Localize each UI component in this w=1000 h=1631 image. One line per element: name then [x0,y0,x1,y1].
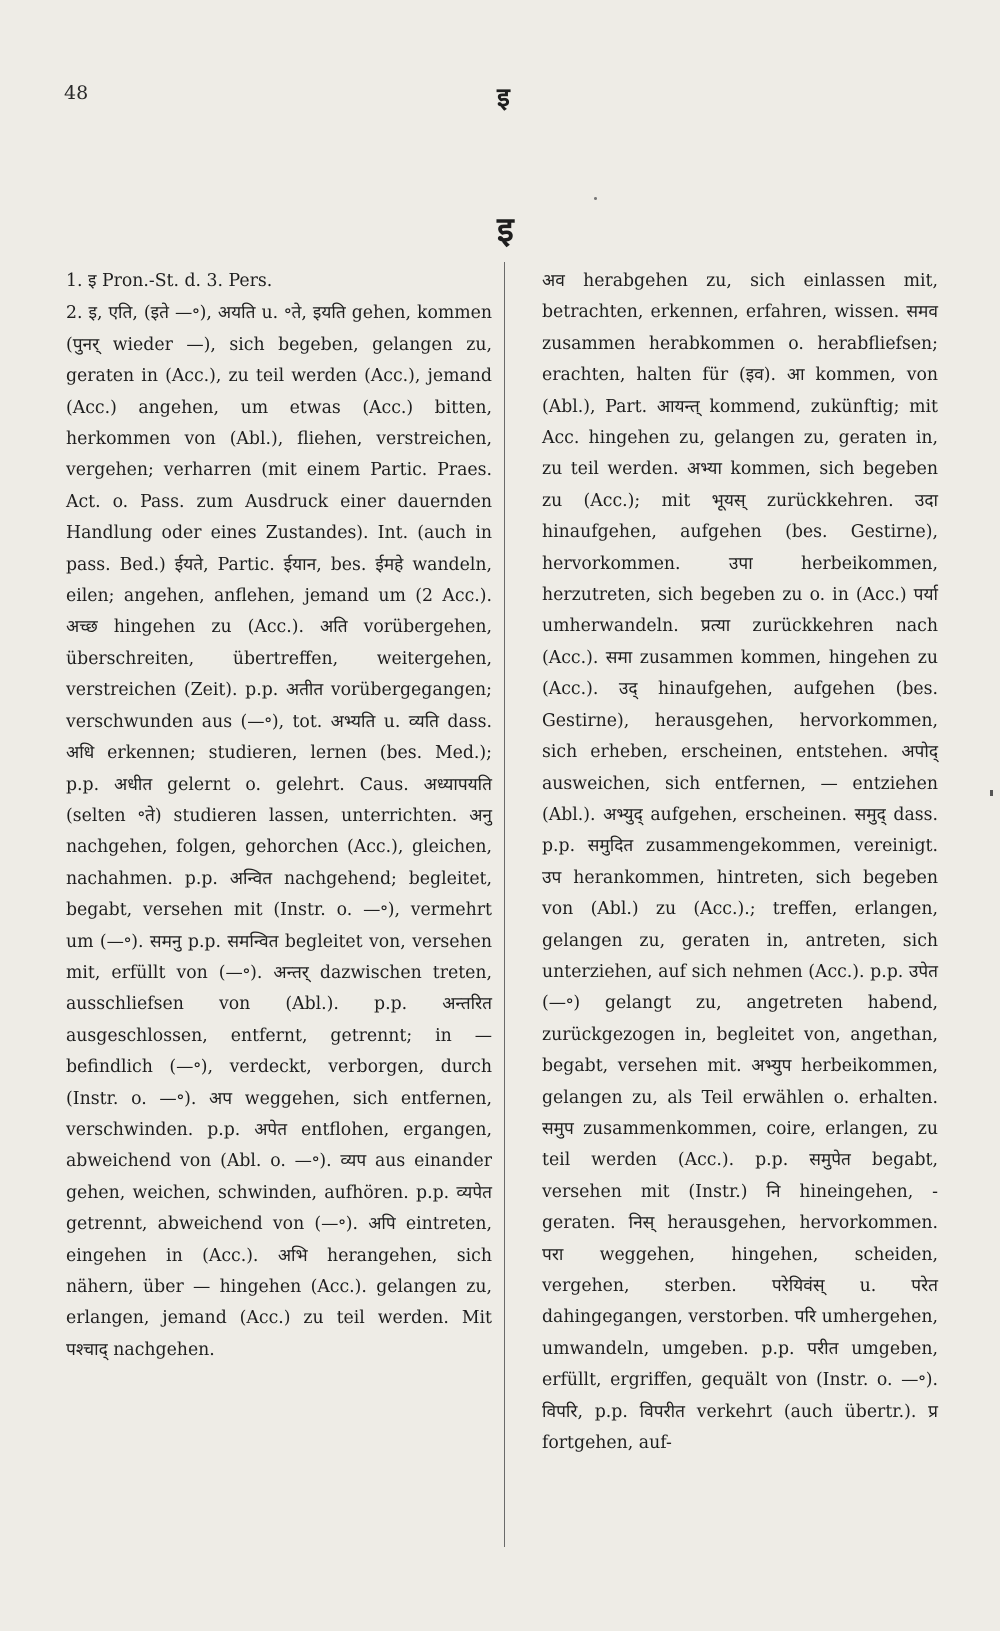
right-column [542,266,938,1459]
section-letter: इ [497,210,514,250]
left-column [66,266,492,1366]
running-head: इ [497,83,510,113]
column-divider [504,262,505,1547]
entry-2: 2. इ, एति, (इते —॰), अयति u. ॰ते, इयति gehen, kommen (पुनर् wieder —), sich begeben, gelangen zu, geraten in (Acc.), zu teil werden (Acc.), jemand (Acc.) angehen, um etwas (Acc.) bitten, herkommen von (Abl.), fliehen, verstreichen, vergehen; verharren (mit einem Partic. Praes. Act. o. Pass. zum Ausdruck einer dauernden Handlung oder eines Zustandes). Int. (auch in pass. Bed.) ईयते, Partic. ईयान, bes. ईमहे wandeln, eilen; angehen, anflehen, jemand um (2 Acc.). अच्छ hingehen zu (Acc.). अति vorübergehen, überschreiten, übertreffen, weitergehen, verstreichen (Zeit). p.p. अतीत vorübergegangen; verschwunden aus (—॰), tot. अभ्यति u. व्यति dass. अधि erkennen; studieren, lernen (bes. Med.); p.p. अधीत gelernt o. gelehrt. Caus. अध्यापयति (selten ॰ते) studieren lassen, unterrichten. अनु nachgehen, folgen, gehorchen (Acc.), gleichen, nachahmen. p.p. अन्वित nachgehend; begleitet, begabt, versehen mit (Instr. o. —॰), vermehrt um (—॰). समनु p.p. समन्वित begleitet von, versehen mit, erfüllt von (—॰). अन्तर् dazwischen treten, ausschliefsen von (Abl.). p.p. अन्तरित ausgeschlossen, entfernt, getrennt; in — befindlich (—॰), verdeckt, verborgen, durch (Instr. o. —॰). अप weggehen, sich entfernen, verschwinden. p.p. अपेत entflohen, ergangen, abweichend von (Abl. o. —॰). व्यप aus einander gehen, weichen, schwinden, aufhören. p.p. व्यपेत getrennt, abweichend von (—॰). अपि eintreten, eingehen in (Acc.). अभि herangehen, sich nähern, über — hingehen (Acc.). gelangen zu, erlangen, jemand (Acc.) zu teil werden. Mit पश्चाद् nachgehen. [66,303,492,1360]
paper-speck [594,197,597,200]
entry-1: 1. इ Pron.-St. d. 3. Pers. [66,271,273,291]
right-column-text: अव herabgehen zu, sich einlassen mit, betrachten, erkennen, erfahren, wissen. समव zusammen herabkommen o. herabfliefsen; erachten, halten für (इव). आ kommen, von (Abl.), Part. आयन्त् kommend, zukünftig; mit Acc. hingehen zu, gelangen zu, geraten in, zu teil werden. अभ्या kommen, sich begeben zu (Acc.); mit भूयस् zurückkehren. उदा hinaufgehen, aufgehen (bes. Gestirne), hervorkommen. उपा herbeikommen, herzutreten, sich begeben zu o. in (Acc.) पर्या umherwandeln. प्रत्या zurückkehren nach (Acc.). समा zusammen kommen, hingehen zu (Acc.). उद् hinaufgehen, aufgehen (bes. Gestirne), herausgehen, hervorkommen, sich erheben, erscheinen, entstehen. अपोद् ausweichen, sich entfernen, — entziehen (Abl.). अभ्युद् aufgehen, erscheinen. समुद् dass. p.p. समुदित zusammengekommen, vereinigt. उप herankommen, hintreten, sich begeben von (Abl.) zu (Acc.).; treffen, erlangen, gelangen zu, geraten in, antreten, sich unterziehen, auf sich nehmen (Acc.). p.p. उपेत (—॰) gelangt zu, angetreten habend, zurückgezogen in, begleitet von, angethan, begabt, versehen mit. अभ्युप herbeikommen, gelangen zu, als Teil erwählen o. erhalten. समुप zusammenkommen, coire, erlangen, zu teil werden (Acc.). p.p. समुपेत begabt, versehen mit (Instr.) नि hineingehen, -geraten. निस् herausgehen, hervorkommen. परा weggehen, hingehen, scheiden, vergehen, sterben. परेयिवंस् u. परेत dahingegangen, verstorben. परि umhergehen, umwandeln, umgeben. p.p. परीत umgeben, erfüllt, ergriffen, gequält von (Instr. o. —॰). विपरि, p.p. विपरीत verkehrt (auch übertr.). प्र fortgehen, auf- [542,271,938,1454]
page-number: 48 [64,82,89,104]
paper-speck [990,790,993,796]
